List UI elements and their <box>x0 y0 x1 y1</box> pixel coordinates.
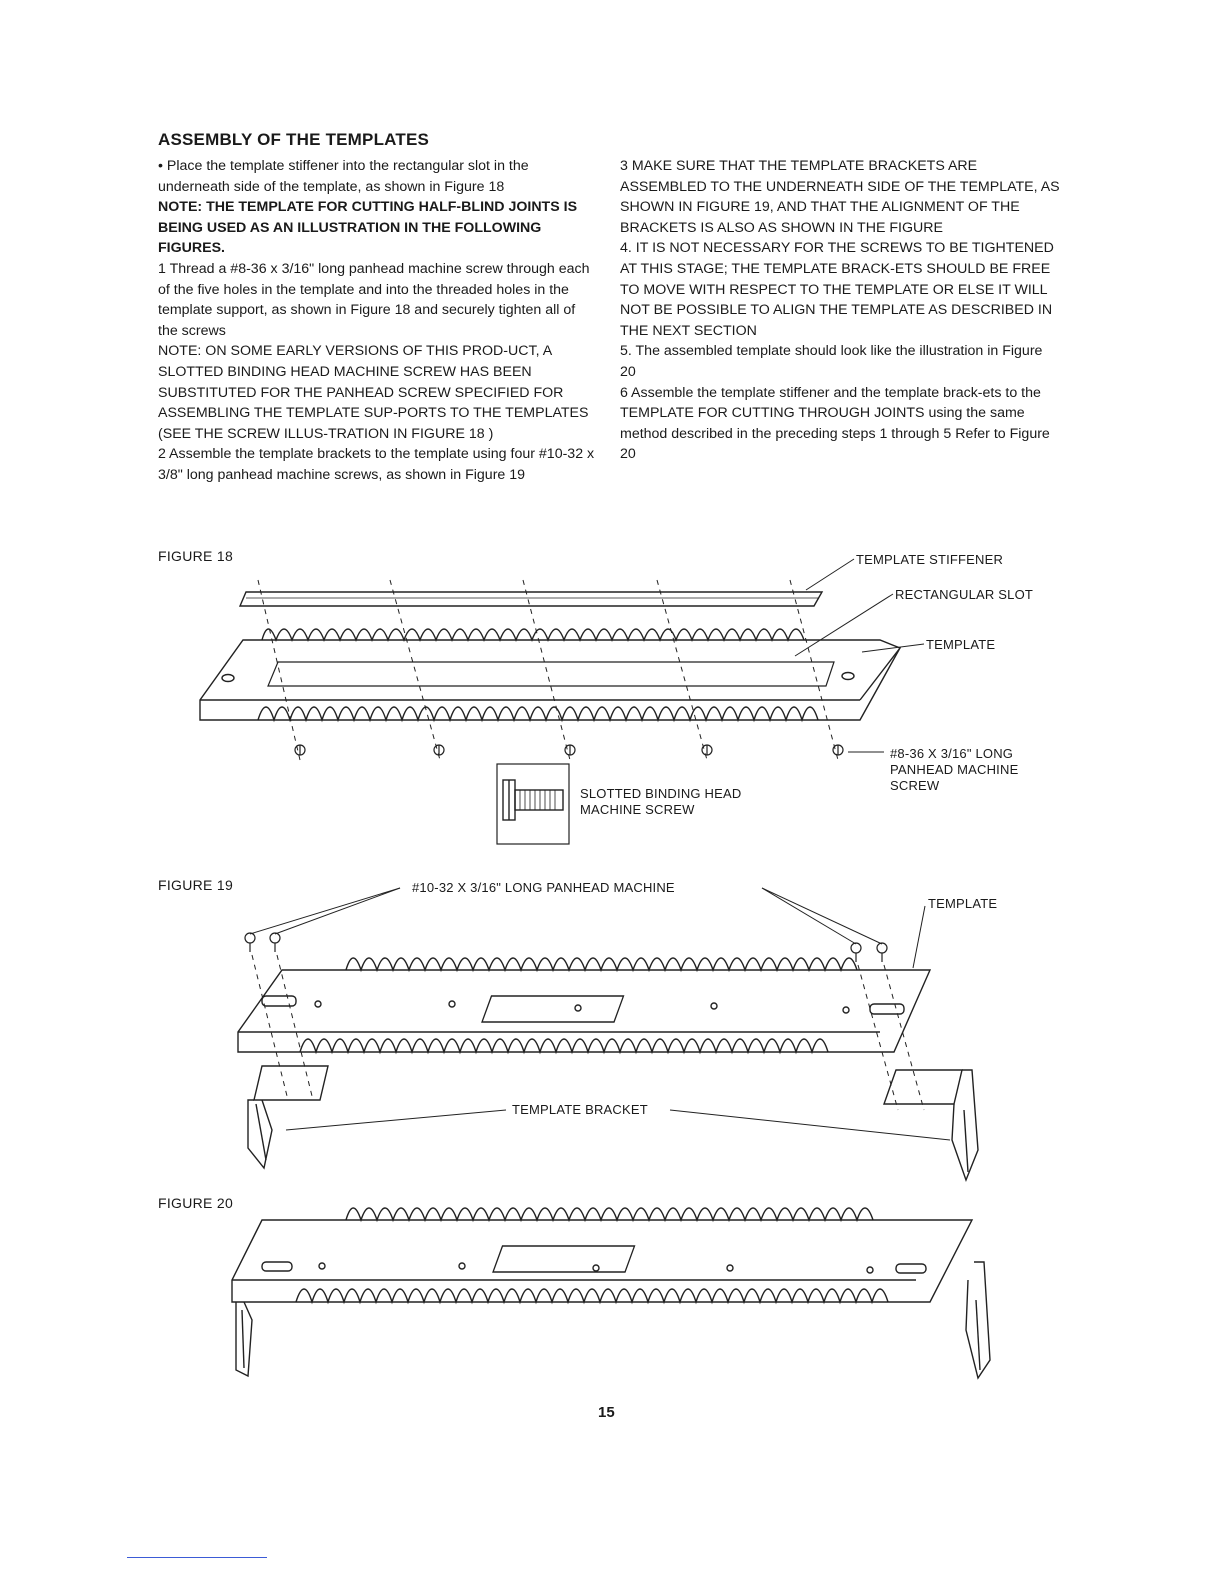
template-plate-18 <box>200 640 900 720</box>
callout-template-19: TEMPLATE <box>928 896 998 911</box>
callout-binding-line2: MACHINE SCREW <box>580 802 695 817</box>
step-1: 1 Thread a #8-36 x 3/16" long panhead machine screw through each of the five holes in the template and into the threaded holes in the template support, as shown in Figure 18 and securely tighten all of the screws <box>158 260 590 339</box>
paragraph-stiffener: • Place the template stiffener into the rectangular slot in the underneath side of the template, as shown in Figure 18 <box>158 158 529 195</box>
callout-template-stiffener: TEMPLATE STIFFENER <box>856 552 1004 567</box>
step-3: 3 MAKE SURE THAT THE TEMPLATE BRACKETS ARE ASSEMBLED TO THE UNDERNEATH SIDE OF THE TEMPLATE, AS SHOWN IN FIGURE 19, AND THAT THE ALIGNMENT OF THE BRACKETS IS ALSO AS SHOWN IN THE FIGURE <box>620 158 1060 236</box>
panhead-screws-18 <box>295 745 843 755</box>
step-4: 4. IT IS NOT NECESSARY FOR THE SCREWS TO BE TIGHTENED AT THIS STAGE; THE TEMPLATE BRACK-ETS SHOULD BE FREE TO MOVE WITH RESPECT TO THE TEMPLATE OR ELSE IT WILL NOT BE POSSIBLE TO ALIGN THE TEMPLATE AS DESCRIBED IN THE NEXT SECTION <box>620 240 1054 339</box>
step-5: 5. The assembled template should look like the illustration in Figure 20 <box>620 343 1043 380</box>
footer-link-line <box>127 1557 267 1558</box>
bottom-teeth-19 <box>300 1039 828 1052</box>
template-bracket-right <box>884 1070 978 1180</box>
callout-screw-line1: #8-36 X 3/16" LONG <box>890 746 1014 761</box>
figure-19-label: FIGURE 19 <box>158 877 234 893</box>
callout-screw-line3: SCREW <box>890 778 940 793</box>
template-stiffener <box>240 592 822 606</box>
callout-binding-line1: SLOTTED BINDING HEAD <box>580 786 742 801</box>
template-bracket-left <box>248 1066 328 1168</box>
note-early-versions: NOTE: ON SOME EARLY VERSIONS OF THIS PROD-UCT, A SLOTTED BINDING HEAD MACHINE SCREW HAS BEEN SUBSTITUTED FOR THE PANHEAD SCREW SPECIFIED FOR ASSEMBLING THE TEMPLATE SUP-PORTS TO THE TEMPLATES (SEE THE SCREW ILLUS-TRATION IN FIGURE 18 ) <box>158 343 589 442</box>
top-teeth-20 <box>346 1208 873 1220</box>
bottom-teeth-20 <box>296 1289 888 1302</box>
figure-20-label: FIGURE 20 <box>158 1195 234 1211</box>
callout-template: TEMPLATE <box>926 637 996 652</box>
binding-head-screw-inset <box>497 764 569 844</box>
top-teeth-18 <box>262 629 804 640</box>
step-6: 6 Assemble the template stiffener and the template brack-ets to the TEMPLATE FOR CUTTING THROUGH JOINTS using the same method described in the preceding steps 1 through 5 Refer to Figure 20 <box>620 384 1050 463</box>
step-2: 2 Assemble the template brackets to the template using four #10-32 x 3/8" long panhead machine screws, as shown in Figure 19 <box>158 446 595 483</box>
bracket-screws-19 <box>245 933 887 962</box>
page-number: 15 <box>598 1404 615 1421</box>
callout-panhead-screws: #10-32 X 3/16" LONG PANHEAD MACHINE <box>412 880 675 895</box>
figure-18-label: FIGURE 18 <box>158 548 234 564</box>
callout-rectangular-slot: RECTANGULAR SLOT <box>895 587 1034 602</box>
top-teeth-19 <box>346 958 857 970</box>
section-heading: ASSEMBLY OF THE TEMPLATES <box>158 130 430 149</box>
callout-template-bracket: TEMPLATE BRACKET <box>512 1102 648 1117</box>
callout-screw-line2: PANHEAD MACHINE <box>890 762 1019 777</box>
template-assembled-20 <box>232 1220 972 1302</box>
bottom-teeth-18 <box>258 707 818 720</box>
note-half-blind: NOTE: THE TEMPLATE FOR CUTTING HALF-BLIND JOINTS IS BEING USED AS AN ILLUSTRATION IN THE FOLLOWING FIGURES. <box>158 199 578 257</box>
